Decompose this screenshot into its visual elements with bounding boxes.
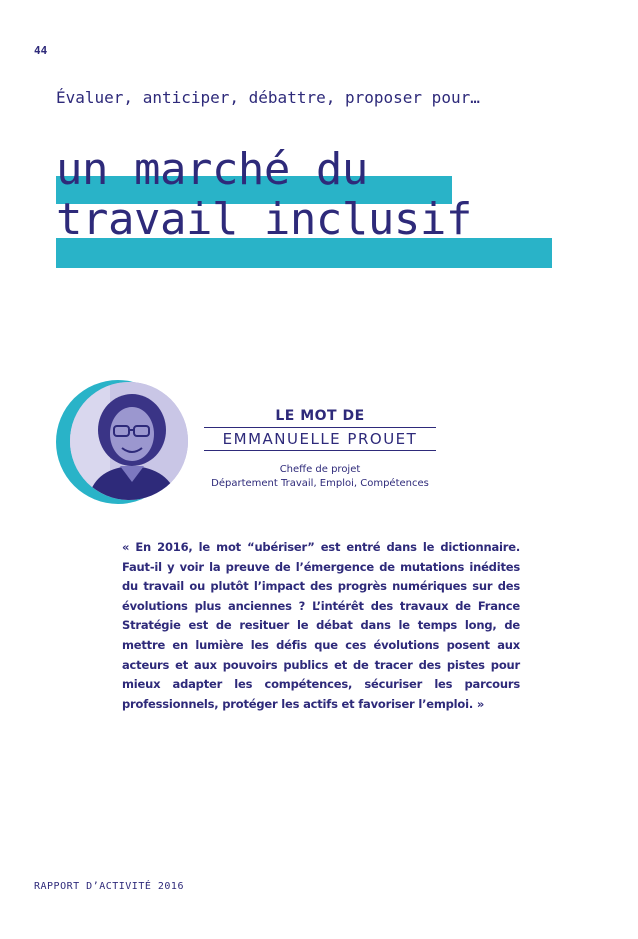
page-number: 44 — [34, 44, 48, 57]
footer-report-title: RAPPORT D’ACTIVITÉ 2016 — [34, 881, 184, 892]
mot-heading: LE MOT DE — [275, 408, 365, 424]
page-title-line-2 — [56, 196, 472, 244]
author-role-line-2: Département Travail, Emploi, Compétences — [211, 478, 429, 489]
person-portrait-icon — [70, 382, 188, 500]
page-title-text-1: un marché du — [56, 144, 368, 195]
portrait — [56, 380, 188, 512]
page-title-text-2: travail inclusif — [56, 194, 472, 245]
mot-de-block — [200, 408, 440, 491]
author-name: EMMANUELLE PROUET — [204, 427, 436, 451]
author-role — [200, 463, 440, 491]
page-title-line-1 — [56, 146, 368, 194]
page-subtitle: Évaluer, anticiper, débattre, proposer pour… — [56, 88, 480, 107]
author-role-line-1: Cheffe de projet — [279, 464, 361, 475]
portrait-photo — [70, 382, 188, 500]
quote-paragraph: « En 2016, le mot “ubériser” est entré dans le dictionnaire. Faut-il y voir la preuve de l’émergence de mutations inédites du travail ou plutôt l’impact des progrès numériques sur des évolutions plus anciennes ? L’intérêt des travaux de France Stratégie est de resituer le débat dans le temps long, de mettre en lumière les défis que ces évolutions posent aux acteurs et aux pouvoirs publics et de tracer des pistes pour mieux adapter les compétences, sécuriser les parcours professionnels, protéger les actifs et favoriser l’emploi. » — [122, 540, 520, 711]
